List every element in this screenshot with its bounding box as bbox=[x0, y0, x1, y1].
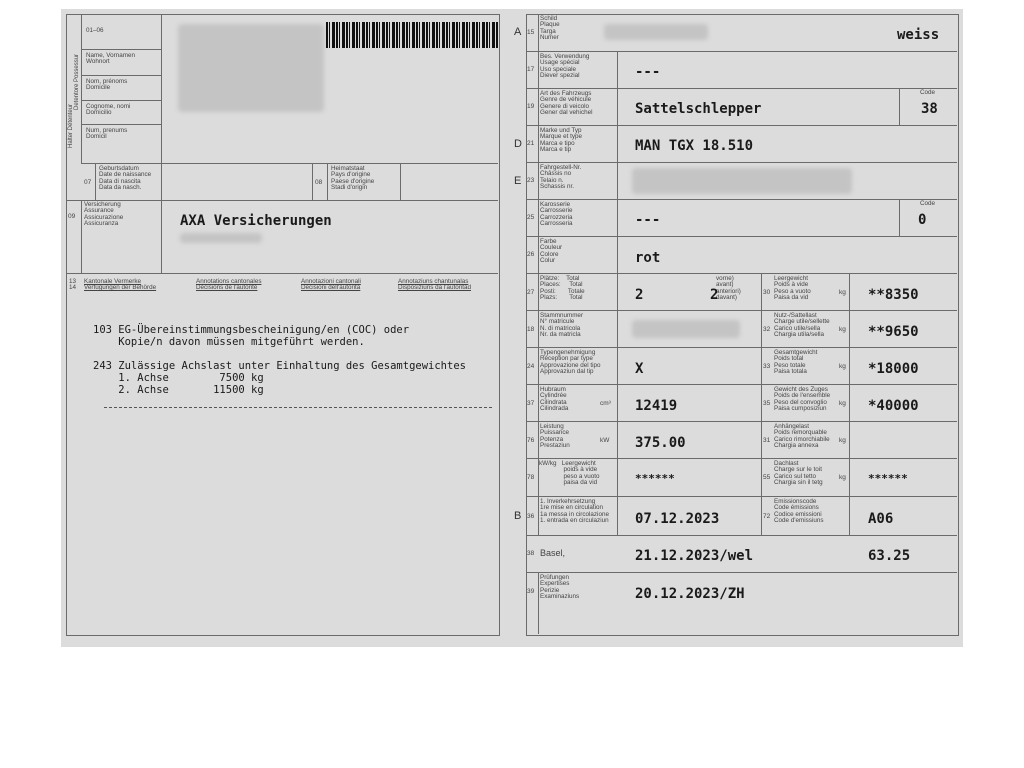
row-21-label: Marke und Typ Marque et type Marca e tipo Marca e tip bbox=[540, 127, 583, 154]
grid-right-number: 72 bbox=[763, 513, 771, 520]
grid-unit: kg bbox=[839, 474, 846, 481]
fee-value: 63.25 bbox=[868, 548, 911, 564]
divider bbox=[526, 384, 957, 385]
divider bbox=[526, 572, 957, 573]
divider bbox=[66, 273, 498, 274]
grid-right-number: 35 bbox=[763, 400, 771, 407]
divider bbox=[400, 163, 401, 200]
divider bbox=[617, 51, 618, 273]
grid-value: 375.00 bbox=[635, 435, 686, 451]
grid-right-label: Emissionscode Code émissions Codice emissioni Code d'emissiuns bbox=[774, 498, 824, 525]
divider bbox=[526, 421, 957, 422]
grid-right-label: Gesamtgewicht Poids total Peso totale Paisa totala bbox=[774, 349, 818, 376]
grid-number: 36 bbox=[527, 513, 535, 520]
plate-color: weiss bbox=[897, 27, 940, 43]
grid-right-value: ****** bbox=[868, 472, 908, 485]
grid-label: Hubraum Cylindrée Cilindrata Cilindrada bbox=[540, 386, 569, 413]
office-number: 38 bbox=[527, 550, 535, 557]
grid-right-value: A06 bbox=[868, 511, 894, 527]
office-label: Basel, bbox=[540, 548, 566, 558]
row-25-label: Karosserie Carrosserie Carrozzeria Carrosseria bbox=[540, 201, 573, 228]
divider bbox=[81, 163, 498, 164]
remarks-header-de: Kantonale Vermerke Verfügungen der Behörde bbox=[84, 278, 157, 292]
divider bbox=[161, 14, 162, 163]
grid-right-value: *40000 bbox=[868, 398, 919, 414]
color-value: rot bbox=[635, 250, 661, 266]
remark-line: Kopie/n davon müssen mitgeführt werden. bbox=[93, 336, 365, 348]
grid-right-label: Nutz-/Sattellast Charge utile/sellette Carico utile/sella Chargia utila/sella bbox=[774, 312, 830, 339]
grid-number: 27 bbox=[527, 289, 535, 296]
remarks-header-rm: Annotaziuns chantunalas Disposiziuns da l'autoritad bbox=[398, 278, 471, 292]
row-17-number: 17 bbox=[527, 66, 535, 73]
remark-line bbox=[93, 348, 466, 360]
grid-number: 24 bbox=[527, 363, 535, 370]
grid-number: 78 bbox=[527, 474, 535, 481]
remark-line: 1. Achse 7500 kg bbox=[93, 372, 264, 384]
redacted-master-number bbox=[632, 320, 740, 338]
divider bbox=[327, 163, 328, 200]
grid-left-unit: kW bbox=[600, 437, 610, 444]
divider bbox=[526, 199, 957, 200]
grid-unit: kg bbox=[839, 363, 846, 370]
origin-label: Heimatstaat Pays d'origine Paese d'origine Stadi d'origin bbox=[331, 165, 375, 192]
grid-right-value: **8350 bbox=[868, 287, 919, 303]
origin-number: 08 bbox=[315, 179, 323, 186]
divider bbox=[81, 75, 161, 76]
seats-front-value: 2 bbox=[710, 287, 719, 303]
remarks-header-fr: Annotations cantonales Décisions de l'autorité bbox=[196, 278, 262, 292]
vehicle-type-code-label: Code bbox=[920, 89, 936, 96]
row-17-label: Bes. Verwendung Usage spécial Uso speciale Diever spezial bbox=[540, 53, 590, 80]
grid-right-label: Anhängelast Poids remorquable Carico rimorchiabile Chargia annexa bbox=[774, 423, 830, 450]
grid-right-label: Dachlast Charge sur le toit Carico sul tetto Chargia sin il tetg bbox=[774, 460, 823, 487]
divider bbox=[526, 458, 957, 459]
grid-label: kW/kg Leergewicht poids à vide peso a vuoto paisa da vid bbox=[539, 460, 600, 487]
redacted-holder-name bbox=[178, 24, 324, 112]
redacted-policy bbox=[180, 233, 262, 243]
grid-number: 37 bbox=[527, 400, 535, 407]
row-25-number: 25 bbox=[527, 214, 535, 221]
grid-number: 18 bbox=[527, 326, 535, 333]
divider bbox=[526, 273, 957, 274]
grid-label: 1. Inverkehrsetzung 1re mise en circulation 1a messa in circolazione 1. entrada en circulaziun bbox=[540, 498, 609, 525]
row-15-label: Schild Plaque Targa Numer bbox=[540, 15, 560, 42]
grid-value: X bbox=[635, 361, 644, 377]
grid-right-number: 31 bbox=[763, 437, 771, 444]
insurance-label: Versicherung Assurance Assicurazione Assicuranza bbox=[84, 201, 124, 228]
vehicle-type-code: 38 bbox=[921, 101, 938, 117]
divider bbox=[161, 200, 162, 273]
grid-right-label: Gewicht des Zuges Poids de l'ensemble Peso del convoglio Paisa cumposiziun bbox=[774, 386, 831, 413]
section-letter-d: D bbox=[514, 138, 522, 150]
grid-right-number: 55 bbox=[763, 474, 771, 481]
section-letter-a: A bbox=[514, 26, 522, 38]
grid-right-number: 30 bbox=[763, 289, 771, 296]
divider bbox=[617, 273, 618, 535]
grid-label: Plätze: Total Places: Total Posti: Totale Plazs: Total bbox=[540, 275, 585, 302]
divider bbox=[526, 51, 957, 52]
divider bbox=[526, 125, 957, 126]
row-21-number: 21 bbox=[527, 140, 535, 147]
divider bbox=[81, 14, 82, 163]
office-date: 21.12.2023/wel bbox=[635, 548, 754, 564]
grid-right-number: 32 bbox=[763, 326, 771, 333]
divider bbox=[81, 200, 82, 273]
holder-side-label: Halter Détenteur bbox=[68, 103, 74, 148]
section-letter-b: B bbox=[514, 510, 522, 522]
divider bbox=[81, 49, 161, 50]
field-01-label: 01–06 bbox=[86, 27, 104, 34]
divider bbox=[81, 100, 161, 101]
remark-line: 103 EG-Übereinstimmungsbescheinigung/en (COC) oder bbox=[93, 324, 410, 336]
divider bbox=[538, 572, 539, 634]
row-23-label: Fahrgestell-Nr. Châssis no Telaio n. Schassis nr. bbox=[540, 164, 582, 191]
divider bbox=[526, 88, 957, 89]
grid-left-unit: cm³ bbox=[600, 400, 611, 407]
grid-number: 76 bbox=[527, 437, 535, 444]
divider bbox=[95, 163, 96, 200]
redacted-plate bbox=[604, 24, 708, 40]
row-19-label: Art des Fahrzeugs Genre de véhicule Genere di veicolo Gener dal vehichel bbox=[540, 90, 593, 117]
row-26-number: 26 bbox=[527, 251, 535, 258]
divider bbox=[312, 163, 313, 200]
remark-line: 2. Achse 11500 kg bbox=[93, 384, 264, 396]
remark-line: 243 Zulässige Achslast unter Einhaltung des Gesamtgewichtes bbox=[93, 360, 466, 372]
divider bbox=[761, 273, 762, 535]
grid-unit: kg bbox=[839, 400, 846, 407]
grid-value: 07.12.2023 bbox=[635, 511, 720, 527]
holder-side-label-2: Detentore Possessur bbox=[74, 53, 80, 110]
row-19-number: 19 bbox=[527, 103, 535, 110]
body-code: 0 bbox=[918, 212, 927, 228]
holder-label-de: Name, Vornamen Wohnort bbox=[86, 52, 136, 66]
insurer-name: AXA Versicherungen bbox=[180, 213, 332, 229]
grid-label: Stammnummer N° matricule N. di matricola Nr. da matricla bbox=[540, 312, 584, 339]
remarks-text bbox=[93, 324, 466, 396]
exam-date: 20.12.2023/ZH bbox=[635, 586, 745, 602]
exam-number: 39 bbox=[527, 588, 535, 595]
barcode bbox=[326, 22, 498, 48]
grid-label: Typengenehmigung Réception par type Approvazione del tipo Approvaziun dal tip bbox=[540, 349, 601, 376]
vehicle-type-value: Sattelschlepper bbox=[635, 101, 762, 117]
exam-label: Prüfungen Expertises Perizie Examinaziuns bbox=[540, 574, 580, 601]
holder-label-rm: Num, prenums Domicil bbox=[86, 127, 128, 141]
holder-label-it: Cognome, nomi Domicilio bbox=[86, 103, 131, 117]
remarks-end-line bbox=[104, 407, 492, 408]
divider bbox=[526, 310, 957, 311]
divider bbox=[526, 535, 957, 536]
grid-unit: kg bbox=[839, 289, 846, 296]
insurance-number: 09 bbox=[68, 213, 76, 220]
divider bbox=[81, 124, 161, 125]
grid-label: Leistung Puissance Potenza Prestaziun bbox=[540, 423, 570, 450]
seats-front-label: vorne) avant) anteriori) davant) bbox=[716, 275, 741, 302]
divider bbox=[161, 163, 162, 200]
divider bbox=[899, 199, 900, 236]
grid-right-label: Leergewicht Poids à vide Peso a vuoto Paisa da vid bbox=[774, 275, 811, 302]
redacted-vin bbox=[632, 168, 852, 194]
row-26-label: Farbe Couleur Colore Colur bbox=[540, 238, 563, 265]
grid-value: 2 bbox=[635, 287, 644, 303]
grid-value: ****** bbox=[635, 472, 675, 485]
grid-right-number: 33 bbox=[763, 363, 771, 370]
dob-label: Geburtsdatum Date de naissance Data di nascita Data da nasch. bbox=[99, 165, 152, 192]
grid-unit: kg bbox=[839, 437, 846, 444]
special-usage-value: --- bbox=[635, 64, 661, 80]
body-code-label: Code bbox=[920, 200, 936, 207]
row-15-number: 15 bbox=[527, 29, 535, 36]
divider bbox=[66, 200, 498, 201]
divider bbox=[526, 162, 957, 163]
grid-right-value: **9650 bbox=[868, 324, 919, 340]
grid-right-value: *18000 bbox=[868, 361, 919, 377]
divider bbox=[526, 496, 957, 497]
holder-label-fr: Nom, prénoms Domicile bbox=[86, 78, 128, 92]
remarks-number: 13 14 bbox=[69, 278, 77, 292]
remarks-header-it: Annotazioni cantonali Decisioni dell'autorità bbox=[301, 278, 361, 292]
divider bbox=[899, 88, 900, 125]
row-23-number: 23 bbox=[527, 177, 535, 184]
body-value: --- bbox=[635, 212, 661, 228]
divider bbox=[849, 273, 850, 535]
dob-number: 07 bbox=[84, 179, 92, 186]
divider bbox=[538, 273, 539, 535]
grid-value: 12419 bbox=[635, 398, 678, 414]
section-letter-e: E bbox=[514, 175, 522, 187]
grid-unit: kg bbox=[839, 326, 846, 333]
divider bbox=[526, 347, 957, 348]
make-model-value: MAN TGX 18.510 bbox=[635, 138, 754, 154]
divider bbox=[538, 14, 539, 273]
divider bbox=[526, 236, 957, 237]
